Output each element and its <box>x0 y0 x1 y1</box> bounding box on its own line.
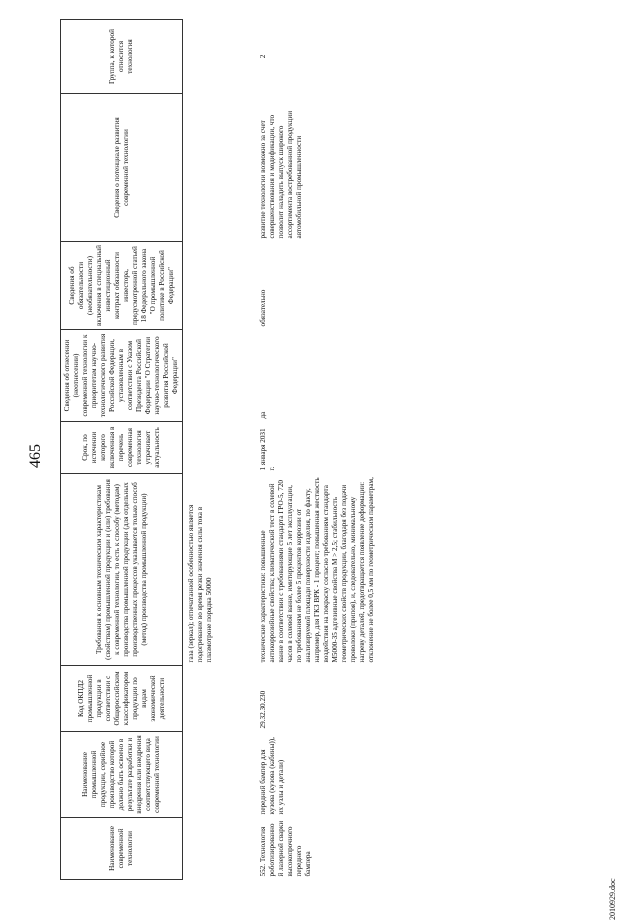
header-requirements: Требования к основным техническим характеристикам (свойствам) промышленной продукции и (или) требования к современной технологии, то есть к способу (методам) производства промышленной продукции (для отдельных производственных процессов указывается только способ (метод) производства промышленной продукции) <box>61 474 183 666</box>
row-number: 552. <box>259 863 267 877</box>
rotated-page <box>27 20 620 920</box>
page-number: 465 <box>27 444 44 468</box>
continuation-text: газа (зеркал); отпечатанной особенностью является подогревание во время резки значения силы тока в плазмотроне порядка 50000 <box>187 504 213 663</box>
row-group: 2 <box>259 54 267 59</box>
row-technology-name: Технология роботизированной лазерной сварки высокопрочного переднего бампера <box>259 820 312 877</box>
row-code: 29.32.30.230 <box>259 690 267 729</box>
row-product: передний бампер для кузова (кузова (кабины)), их узлы и детали) <box>259 737 285 815</box>
table-row <box>257 20 378 880</box>
header-obligation: Сведения об обязательности (необязательности) включения в специальный инвестиционный контракт обязанности инвестора, предусмотренной статьей 18 Федерального закона "О промышленной политике в Российской Федерации" <box>61 242 183 330</box>
header-priority: Сведения об отнесении (неотнесении) современной технологии к приоритетам научно-технологического развития Российской Федерации, установленным в соответствии с Указом Президента Российской Федерации "О Стратегии научно-технологического развития Российской Федерации" <box>61 330 183 422</box>
row-priority: да <box>259 411 267 419</box>
row-term: 1 января 2031 г. <box>259 428 276 471</box>
header-row <box>61 20 183 880</box>
header-potential: Сведения о потенциале развития современной технологии <box>61 94 183 242</box>
header-product: Наименование промышленной продукции, серийное производство которой должно быть освоено в результате разработки и внедрения или внедрения соответствующего вида современной технологии <box>61 732 183 818</box>
row-requirements: технические характеристики: повышенные антикоррозийные свойства; климатический тест в солевой ванне в соответствии с требованиями стандарта ГРО-5, 720 часов в солевой ванне, имитирующие 5 лет эксплуатации, по требованиям не более 5 процентов коррозии от анализируемой площади поверхности изделия, по факту, например, для ГКЗ ВРК - 1 процент; повышенная жесткость воздействия на покраску согласно требованиям стандарта М5000-35 адгезивные свойства М > 2,5; стабильность геометрических свойств продукции, благодаря без подачи проволоки (припоя), и, следовательно, минимальному нагреву деталей, предотвращается появление деформации: отклонение не более 0,5 мм по геометрическим параметрам, <box>259 477 375 663</box>
footer-file: 2010929.doc <box>608 878 617 920</box>
row-technology <box>257 818 378 880</box>
header-group: Группа, к которой относится технология <box>61 20 183 94</box>
technology-table <box>60 19 378 880</box>
row-potential: развитие технологии возможно за счет совершенствования и модификации, что позволит наладить выпуск широкого ассортимента востребованной продукции автомобильной промышленности <box>259 110 303 239</box>
header-technology: Наименование современной технологии <box>61 818 183 880</box>
continuation-row <box>183 20 258 880</box>
row-obligation: обязательно <box>259 289 267 327</box>
header-term: Срок, по истечении которого включенная в перечень современная технология утрачивает актуальность <box>61 422 183 474</box>
header-code: Код ОКПД2 промышленной продукции в соответствии с Общероссийским классификатором продукции по видам экономической деятельности <box>61 666 183 732</box>
